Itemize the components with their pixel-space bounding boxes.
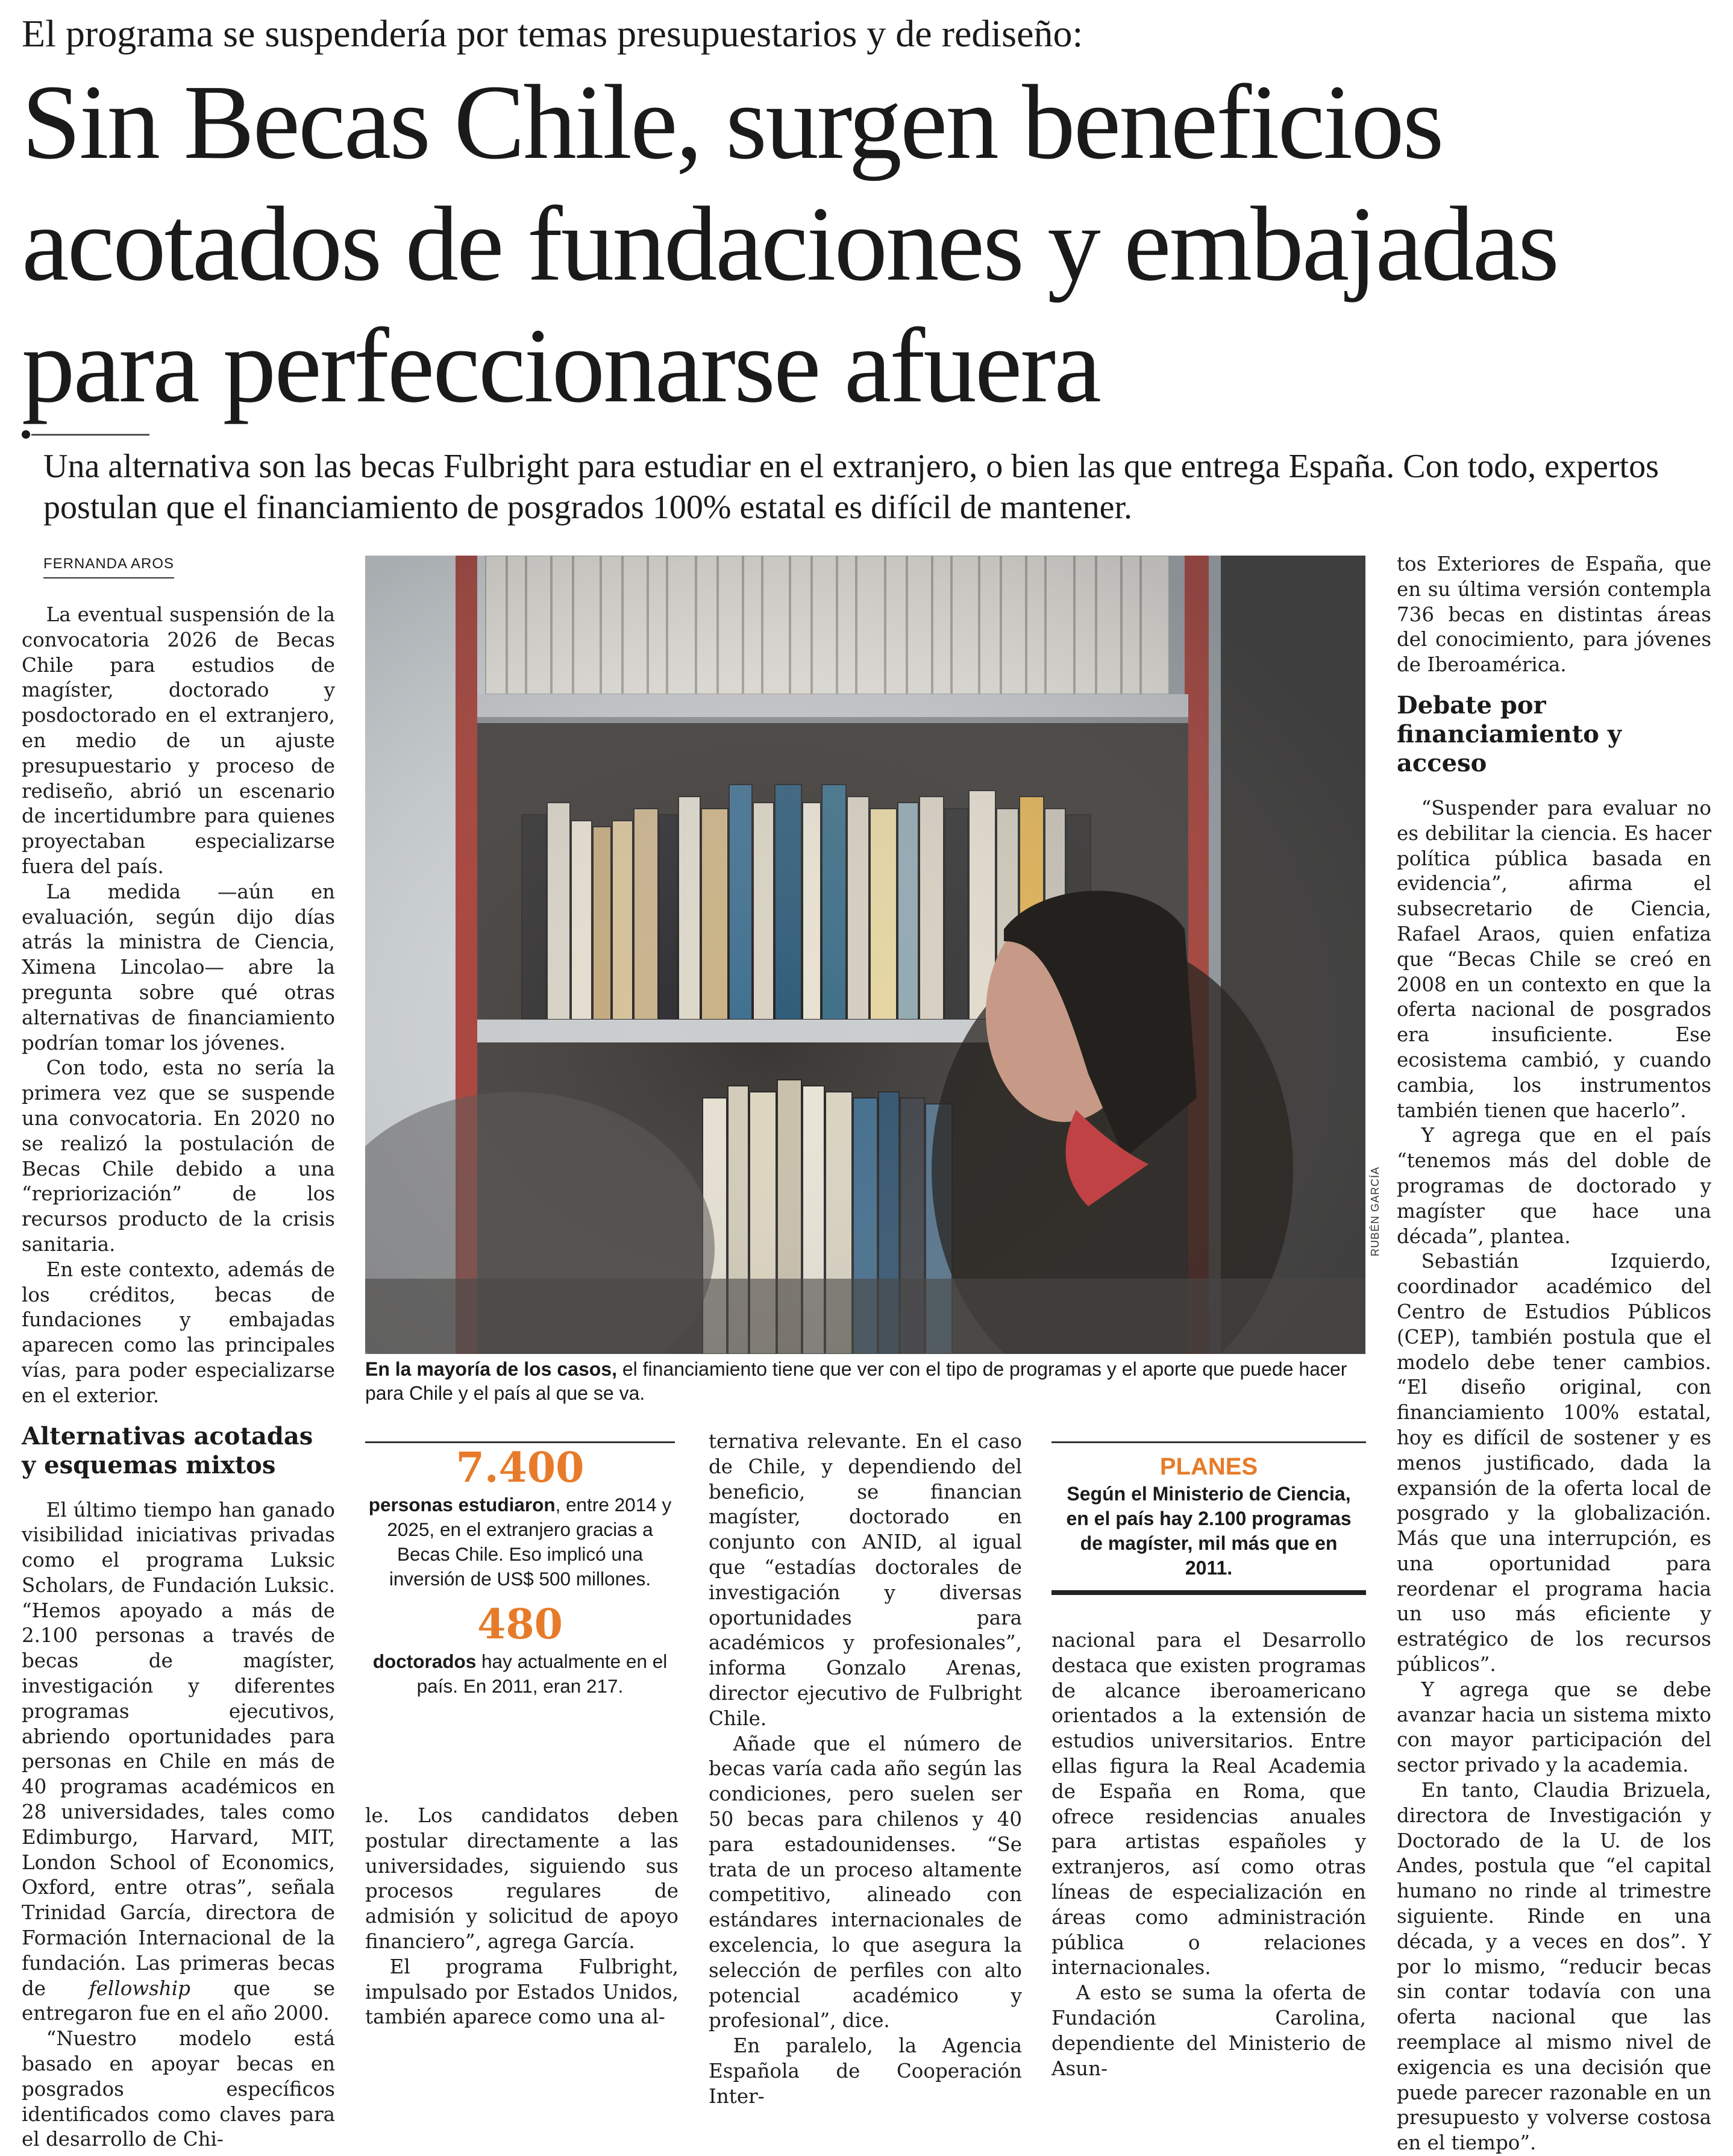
paragraph: El programa Fulbright, impulsado por Estados Unidos, también aparece como una al- (365, 1955, 678, 2029)
paragraph: En paralelo, la Agencia Española de Cooperación Inter- (709, 2034, 1022, 2108)
subhead: Alternativas acotadas y esquemas mixtos (22, 1421, 313, 1479)
paragraph: En tanto, Claudia Brizuela, directora de Investigación y Doctorado de la U. de los Andes, postula que “el capital humano no rinde al trimestre siguiente. Rinde en una década, y a veces en dos”. Y por lo mismo, “reducir becas sin contar todavía con una oferta nacional que las reemplace al mismo nivel de exigencia es una decisión que puede parecer razonable en un presupuesto y volverse costosa en el tiempo”. (1397, 1779, 1711, 2155)
planes-box (1051, 1441, 1366, 1595)
caption-text: el financiamiento tiene que ver con el tipo de programas y el aporte que puede hacer para Chile y el país al que se va. (365, 1358, 1347, 1404)
italic-term: fellowship (89, 1976, 190, 2000)
planes-label: PLANES (1159, 1453, 1258, 1480)
photo-caption (365, 1357, 1365, 1405)
paragraph: tos Exteriores de España, que en su última versión contempla 736 becas en distintas áreas del conocimiento, para jóvenes de Iberoamérica. (1397, 553, 1711, 677)
photo-credit: RUBÉN GARCÍA (1369, 1166, 1381, 1256)
column-3 (709, 1429, 1022, 2110)
paragraph: “Nuestro modelo está basado en apoyar becas en posgrados específicos identificados como claves para el desarrollo de Chi- (22, 2027, 335, 2151)
headline: Sin Becas Chile, surgen beneficios acotados de fundaciones y embajadas para perfeccionarse afuera (22, 63, 1558, 425)
paragraph: La medida —aún en evaluación, según dijo días atrás la ministra de Ciencia, Ximena Lincolao— abre la pregunta sobre qué otras alternativas de financiamiento podrían tomar los jóvenes. (22, 880, 335, 1054)
paragraph: le. Los candidatos deben postular directamente a las universidades, siguiendo sus procesos regulares de admisión y solicitud de apoyo financiero”, agrega García. (365, 1804, 678, 1953)
planes-rule (1051, 1590, 1366, 1595)
divider (31, 434, 149, 436)
paragraph: A esto se suma la oferta de Fundación Carolina, dependiente del Ministerio de Asun- (1051, 1981, 1366, 2080)
paragraph: “Suspender para evaluar no es debilitar la ciencia. Es hacer política pública basada en evidencia”, afirma el subsecretario de Ciencia, Rafael Araos, quien enfatiza que “Becas Chile se creó en 2008 en un contexto en que la oferta nacional de posgrados era insuficiente. Ese ecosistema cambió, y cuando cambia, los instrumentos también tienen que hacerlo”. (1397, 796, 1711, 1122)
paragraph: El último tiempo han ganado visibilidad iniciativas privadas como el programa Luksic Scholars, de Fundación Luksic. “Hemos apoyado a más de 2.100 personas a través de becas de magíster, investigación y diferentes programas ejecutivos, abriendo oportunidades para personas en Chile en más de 40 programas académicos en 28 universidades, tales como Edimburgo, Harvard, MIT, London School of Economics, Oxford, entre otras”, señala Trinidad García, directora de Formación Internacional de la fundación. Las primeras becas de fellowship que se entregaron fue en el año 2000. (22, 1498, 335, 2025)
column-1 (22, 603, 335, 2152)
stat-text: personas estudiaron, entre 2014 y 2025, en el extranjero gracias a Becas Chile. Eso implicó una inversión de US$ 500 millones. (368, 1494, 672, 1590)
caption-lead: En la mayoría de los casos, (365, 1358, 617, 1380)
column-5 (1397, 552, 1711, 2156)
deck: Una alternativa son las becas Fulbright para estudiar en el extranjero, o bien las que entrega España. Con todo, expertos postulan que el financiamiento de posgrados 100% estatal es difícil de mantener. (43, 448, 1659, 526)
byline: FERNANDA AROS (43, 556, 174, 578)
column-4 (1051, 1628, 1366, 2081)
kicker: El programa se suspendería por temas presupuestarios y de rediseño: (22, 12, 1083, 55)
subhead: Debate por financiamiento y acceso (1397, 691, 1622, 777)
paragraph: Añade que el número de becas varía cada año según las condiciones, pero suelen ser 50 becas para chilenos y 40 para estadounidenses. “Se trata de un proceso altamente competitivo, alineado con estándares internacionales de excelencia, lo que asegura la selección de perfiles con alto potencial académico y profesional”, dice. (709, 1732, 1022, 2032)
stat-number: 480 (477, 1600, 563, 1649)
fact-box (365, 1441, 675, 1699)
stat-text: doctorados hay actualmente en el país. En 2011, eran 217. (372, 1650, 668, 1697)
paragraph: En este contexto, además de los créditos, becas de fundaciones y embajadas aparecen como las principales vías, para poder especializarse en el exterior. (22, 1258, 335, 1407)
library-photo (365, 556, 1365, 1354)
bookshelf-photo-illustration (365, 556, 1365, 1354)
paragraph: Y agrega que en el país “tenemos más del doble de programas de doctorado y magíster que hace una década”, plantea. (1397, 1124, 1711, 1248)
paragraph: Sebastián Izquierdo, coordinador académico del Centro de Estudios Públicos (CEP), también postula que el modelo debe tener cambios. “El diseño original, con financiamiento 100% estatal, hoy es difícil de sostener y es menos justificado, dada la expansión de la oferta local de posgrado y la globalización. Más que una interrupción, es una oportunidad para reordenar el programa hacia un uso más eficiente y estratégico de los recursos públicos”. (1397, 1250, 1711, 1676)
paragraph: ternativa relevante. En el caso de Chile, y dependiendo del beneficio, se financian magíster, doctorado en conjunto con ANID, al igual que “estadías doctorales de investigación y diversas oportunidades para académicos y profesionales”, informa Gonzalo Arenas, director ejecutivo de Fulbright Chile. (709, 1430, 1022, 1730)
planes-text: Según el Ministerio de Ciencia, en el país hay 2.100 programas de magíster, mil más que en 2011. (1066, 1483, 1352, 1579)
paragraph: Con todo, esta no sería la primera vez que se suspende una convocatoria. En 2020 no se realizó la postulación de Becas Chile debido a una “repriorización” de los recursos producto de la crisis sanitaria. (22, 1056, 335, 1256)
paragraph: Y agrega que se debe avanzar hacia un sistema mixto con mayor participación del sector privado y la academia. (1397, 1678, 1711, 1777)
paragraph: nacional para el Desarrollo destaca que existen programas de alcance iberoamericano orientados a la extensión de estudios universitarios. Entre ellas figura la Real Academia de España en Roma, que ofrece residencias anuales para artistas españoles y extranjeros, así como otras líneas de especialización en áreas como administración pública o relaciones internacionales. (1051, 1629, 1366, 1979)
bullet-dot (22, 430, 30, 439)
stat-number: 7.400 (456, 1444, 584, 1492)
paragraph: La eventual suspensión de la convocatoria 2026 de Becas Chile para estudios de magíster, doctorado y posdoctorado en el extranjero, en medio de un ajuste presupuestario y proceso de rediseño, abrió un escenario de incertidumbre para quienes proyectaban especializarse fuera del país. (22, 603, 335, 878)
column-2 (365, 1803, 678, 2030)
